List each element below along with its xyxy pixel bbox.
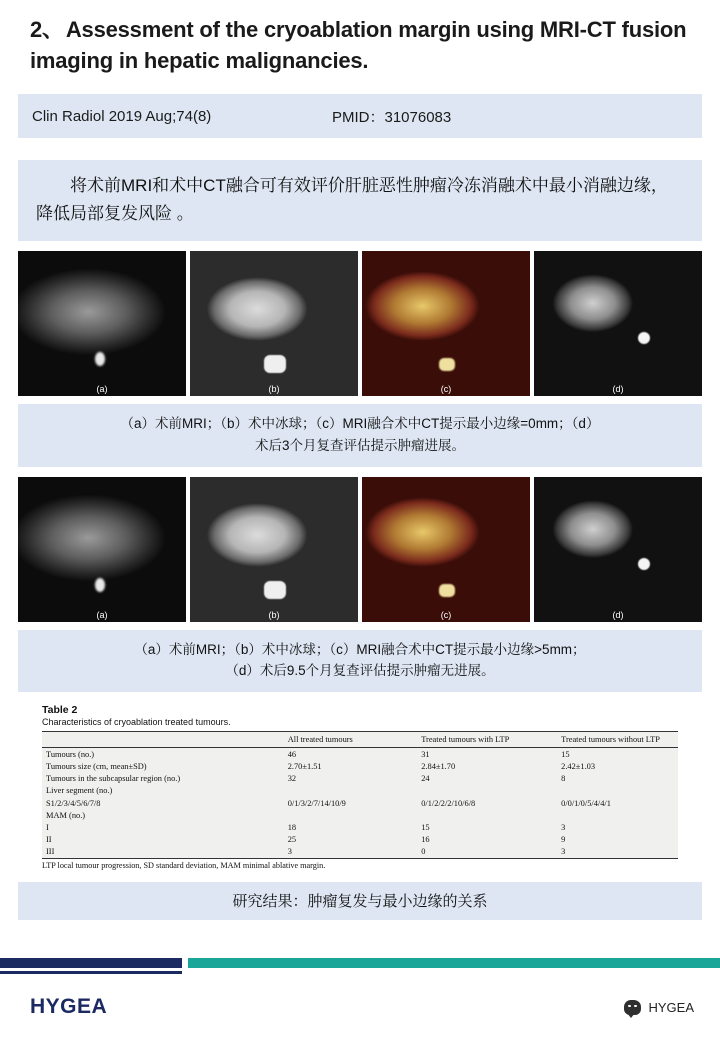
table-row [42, 748, 678, 761]
page-title-number: 2、 [30, 17, 64, 42]
table-cell: 2.70±1.51 [287, 762, 322, 772]
result-band [18, 882, 702, 920]
table-cell: 2.84±1.70 [421, 762, 456, 772]
table-cell: 25 [287, 835, 297, 845]
table-cell: 0/1/3/2/7/14/10/9 [287, 798, 346, 808]
table-row [42, 809, 678, 821]
results-table [42, 704, 678, 870]
table-row [42, 760, 678, 772]
table-header-cell: Treated tumours without LTP [557, 732, 678, 748]
conclusion-text: 将术前MRI和术中CT融合可有效评价肝脏恶性肿瘤冷冻消融术中最小消融边缘，降低局部复发风险 。 [36, 176, 668, 223]
figure2-panel-b-label: (b) [268, 609, 280, 620]
table-cell: I [46, 823, 49, 832]
table-cell: 18 [287, 823, 297, 832]
table-header-cell [42, 732, 284, 748]
table-cell: MAM (no.) [46, 810, 86, 820]
table-cell: S1/2/3/4/5/6/7/8 [46, 798, 101, 808]
figure1-panel-c-label: (c) [440, 383, 452, 394]
figure1-panel-b-label: (b) [268, 383, 280, 394]
figure1-panel-a-label: (a) [96, 383, 108, 394]
table-footnote: LTP local tumour progression, SD standard deviation, MAM minimal ablative margin. [42, 858, 678, 870]
table-header-cell: All treated tumours [284, 732, 418, 748]
table-row [42, 785, 678, 797]
figure2-panel-c [362, 477, 530, 622]
table-cell [557, 809, 678, 821]
table-cell: Tumours size (cm, mean±SD) [46, 762, 147, 772]
footer-bar-navy [0, 958, 182, 968]
wechat-label: HYGEA [648, 999, 694, 1015]
table-grid [42, 731, 678, 858]
figure2-panel-c-label: (c) [440, 609, 452, 620]
footer-color-bars [0, 958, 720, 968]
figure-row-1 [18, 251, 702, 396]
table-cell: 3 [561, 823, 566, 832]
table-cell: 16 [421, 835, 430, 845]
footer-bar-teal [188, 958, 720, 968]
table-row [42, 821, 678, 833]
figure1-panel-b [190, 251, 358, 396]
table-cell: 31 [421, 749, 430, 759]
journal-citation: Clin Radiol 2019 Aug;74(8) [32, 107, 212, 125]
table-body [42, 748, 678, 858]
table-cell: Liver segment (no.) [46, 786, 113, 796]
page-title [0, 0, 720, 76]
table-cell: 9 [561, 835, 566, 845]
wechat-icon [624, 1000, 641, 1015]
table-cell: 8 [561, 774, 566, 784]
footer [0, 974, 720, 1040]
table-row [42, 797, 678, 809]
table-cell [284, 785, 418, 797]
table-cell: 46 [287, 749, 297, 759]
table-cell: 3 [561, 847, 566, 857]
figure2-caption-line2: （d）术后9.5个月复查评估提示肿瘤无进展。 [225, 663, 495, 679]
table-cell [557, 785, 678, 797]
figure1-panel-d-label: (d) [612, 383, 624, 394]
table-cell [417, 809, 557, 821]
figure1-caption [18, 404, 702, 467]
table-row [42, 834, 678, 846]
journal-band [18, 94, 702, 138]
table-cell: II [46, 835, 52, 845]
figure2-panel-d [534, 477, 702, 622]
wechat-account [624, 1000, 694, 1015]
figure1-caption-line1: （a）术前MRI；（b）术中冰球；（c）MRI融合术中CT提示最小边缘=0mm；（d） [120, 415, 600, 431]
page-title-text: Assessment of the cryoablation margin using MRI-CT fusion imaging in hepatic malignancies. [30, 17, 687, 74]
figure-row-2 [18, 477, 702, 622]
brand-logo: HYGEA [30, 995, 108, 1018]
table-number: Table 2 [42, 704, 78, 717]
table-cell: 0/1/2/2/2/10/6/8 [421, 798, 476, 808]
table-cell: 15 [561, 749, 570, 759]
table-cell: 24 [421, 774, 430, 784]
figure1-panel-c [362, 251, 530, 396]
figure2-caption-line1: （a）术前MRI；（b）术中冰球；（c）MRI融合术中CT提示最小边缘>5mm； [134, 641, 586, 657]
table-row [42, 846, 678, 858]
table-cell: 32 [287, 774, 297, 784]
table-cell [284, 809, 418, 821]
figure1-caption-line2: 术后3个月复查评估提示肿瘤进展。 [254, 437, 465, 453]
table-cell: 0 [421, 847, 426, 857]
table-row [42, 773, 678, 785]
table-cell: 0/0/1/0/5/4/4/1 [561, 798, 611, 808]
table-cell [417, 785, 557, 797]
figure2-panel-a-label: (a) [96, 609, 108, 620]
table-cell: 2.42±1.03 [561, 762, 596, 772]
table-caption: Characteristics of cryoablation treated tumours. [42, 717, 231, 728]
table-header-cell: Treated tumours with LTP [417, 732, 557, 748]
table-cell: Tumours in the subcapsular region (no.) [46, 774, 181, 784]
table-cell: Tumours (no.) [46, 749, 95, 759]
figure1-panel-d [534, 251, 702, 396]
table-cell: 3 [287, 847, 292, 857]
table-cell: III [46, 847, 55, 857]
figure2-panel-a [18, 477, 186, 622]
pmid-label: PMID：31076083 [332, 108, 452, 126]
figure2-panel-b [190, 477, 358, 622]
figure2-caption [18, 630, 702, 693]
table-cell: 15 [421, 823, 430, 832]
figure1-panel-a [18, 251, 186, 396]
figure2-panel-d-label: (d) [612, 609, 624, 620]
result-text: 研究结果：肿瘤复发与最小边缘的关系 [232, 893, 488, 911]
table-header-row [42, 732, 678, 748]
conclusion-band [18, 160, 702, 240]
